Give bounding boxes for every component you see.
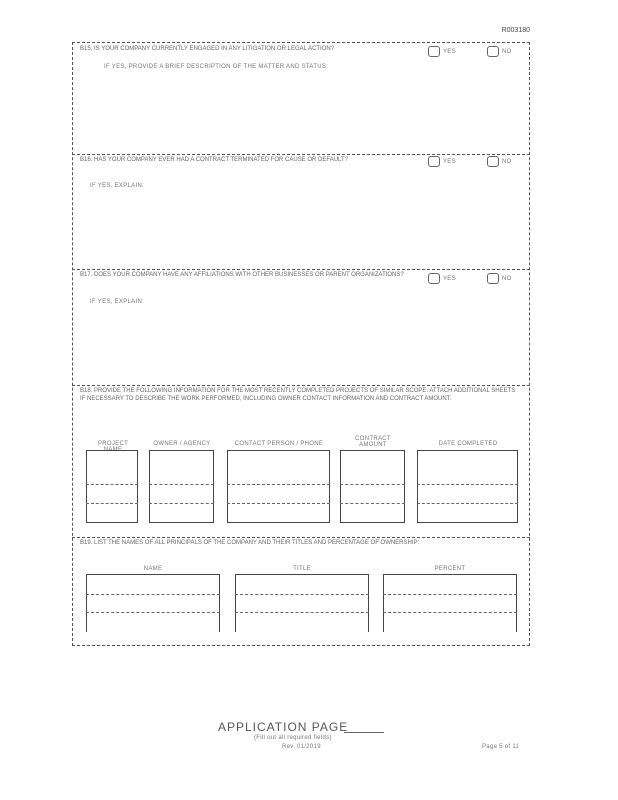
table-cell[interactable]	[235, 574, 369, 632]
column-header: NAME	[143, 566, 163, 572]
question-b18: B18. PROVIDE THE FOLLOWING INFORMATION FOR THE MOST RECENTLY COMPLETED PROJECTS OF SIMILAR SCOPE. ATTACH ADDITIONAL SHEETS IF NECESSARY TO DESCRIBE THE WORK PERFORMED, INCLUDING OWNER CONTACT INFORMATION AND CONTRACT AMOUNT.	[80, 388, 516, 402]
no-checkbox-b15[interactable]	[487, 46, 499, 57]
no-checkbox-b16[interactable]	[487, 156, 499, 167]
table-cell[interactable]	[383, 574, 517, 632]
footer-revision: Rev. 01/2019	[282, 744, 321, 750]
yes-checkbox-b15[interactable]	[428, 46, 440, 57]
table-cell[interactable]	[86, 574, 220, 632]
column-header: PERCENT	[434, 566, 466, 572]
column-header: CONTRACT AMOUNT	[355, 436, 391, 448]
row-line	[235, 594, 369, 595]
row-line	[149, 503, 214, 504]
question-b19: B19. LIST THE NAMES OF ALL PRINCIPALS OF THE COMPANY AND THEIR TITLES AND PERCENTAGE OF OWNERSHIP:	[80, 540, 420, 546]
table-cell[interactable]	[227, 450, 330, 523]
no-checkbox-b17[interactable]	[487, 273, 499, 284]
row-line	[86, 484, 138, 485]
signature-line	[344, 732, 384, 733]
footer-note: (Fill out all required fields)	[254, 735, 332, 741]
yes-checkbox-b16[interactable]	[428, 156, 440, 167]
row-line	[86, 594, 220, 595]
row-line	[235, 612, 369, 613]
form-frame	[72, 42, 530, 646]
row-line	[383, 594, 517, 595]
sub-question-b15: IF YES, PROVIDE A BRIEF DESCRIPTION OF THE MATTER AND STATUS:	[104, 64, 329, 70]
row-line	[227, 503, 330, 504]
table-cell[interactable]	[417, 450, 518, 523]
page-number: Page 5 of 11	[482, 744, 520, 750]
column-header: CONTACT PERSON / PHONE	[234, 441, 324, 447]
yes-label-b16: YES	[443, 159, 456, 165]
question-b16: B16. HAS YOUR COMPANY EVER HAD A CONTRACT TERMINATED FOR CAUSE OR DEFAULT?	[80, 157, 348, 163]
no-label-b16: NO	[502, 159, 512, 165]
row-line	[149, 484, 214, 485]
row-line	[340, 503, 405, 504]
document-id: R003180	[501, 27, 530, 34]
table-cell[interactable]	[86, 450, 138, 523]
row-line	[417, 484, 518, 485]
question-b15: B15. IS YOUR COMPANY CURRENTLY ENGAGED IN ANY LITIGATION OR LEGAL ACTION?	[80, 46, 335, 52]
table-cell[interactable]	[149, 450, 214, 523]
no-label-b17: NO	[502, 276, 512, 282]
column-header: DATE COMPLETED	[438, 441, 498, 447]
section-divider	[72, 269, 530, 270]
yes-label-b17: YES	[443, 276, 456, 282]
sub-question-b17: IF YES, EXPLAIN:	[90, 299, 145, 305]
footer-title: APPLICATION PAGE	[218, 720, 349, 734]
row-line	[86, 612, 220, 613]
column-header: OWNER / AGENCY	[153, 441, 211, 447]
question-b17: B17. DOES YOUR COMPANY HAVE ANY AFFILIATIONS WITH OTHER BUSINESSES OR PARENT ORGANIZATIONS?	[80, 272, 404, 278]
row-line	[383, 612, 517, 613]
column-header: PROJECT NAME	[97, 441, 129, 453]
yes-checkbox-b17[interactable]	[428, 273, 440, 284]
sub-question-b16: IF YES, EXPLAIN:	[90, 183, 145, 189]
row-line	[86, 503, 138, 504]
section-divider	[72, 154, 530, 155]
yes-label-b15: YES	[443, 49, 456, 55]
no-label-b15: NO	[502, 49, 512, 55]
column-header: TITLE	[293, 566, 311, 572]
row-line	[340, 484, 405, 485]
section-divider	[72, 385, 530, 386]
section-divider	[72, 537, 530, 538]
table-cell[interactable]	[340, 450, 405, 523]
row-line	[227, 484, 330, 485]
row-line	[417, 503, 518, 504]
